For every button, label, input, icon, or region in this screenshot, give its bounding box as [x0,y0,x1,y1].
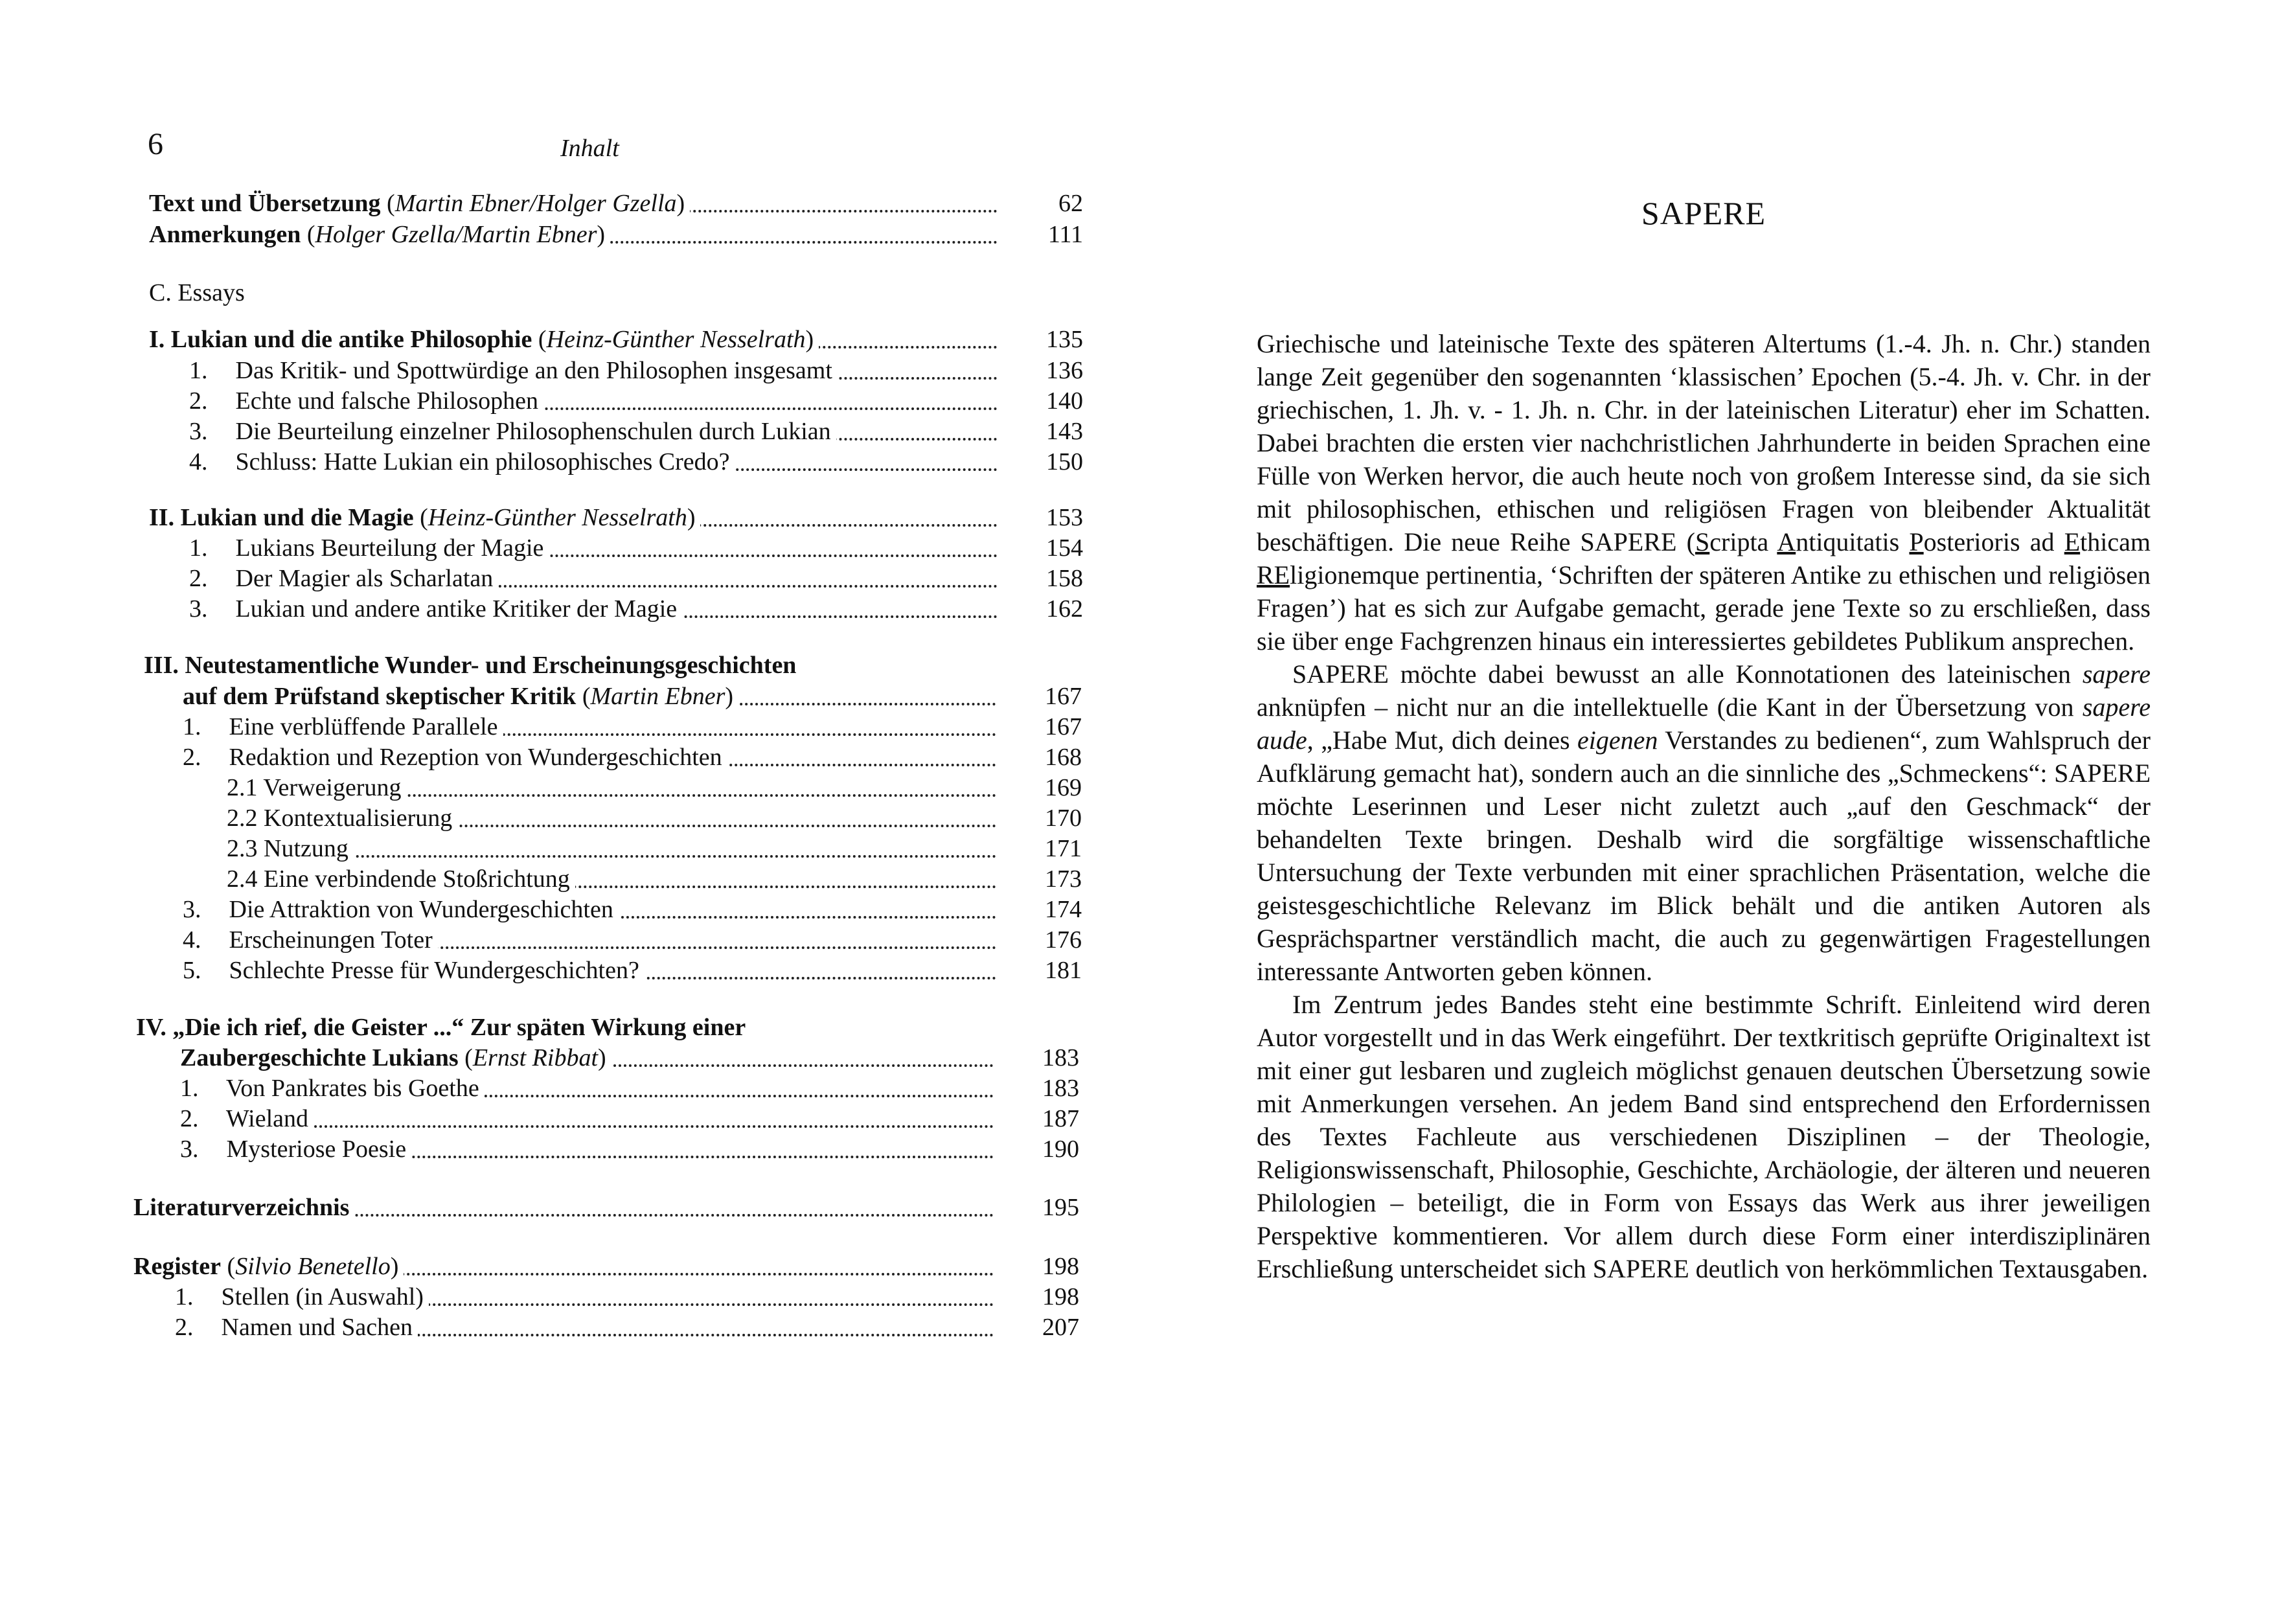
toc-subentry[interactable]: 2.4 Eine verbindende Stoßrichtung 173 [227,863,996,895]
paragraph-2: SAPERE möchte dabei bewusst an alle Konnotationen des lateinischen sapere anknüpfen – nicht nur an die intellektuelle (die Kant in der Übersetzung von sapere aude, „Habe Mut, dich deines eigenen Verstandes zu bedienen“, zum Wahlspruch der Aufklärung gemacht hat), sondern auch an die sinnliche des „Schmeckens“: SAPERE möchte Leserinnen und Leser nicht zuletzt auch „auf den Geschmack“ der behandelten Texte bringen. Deshalb wird die sorgfältige wissenschaftliche Untersuchung der Texte verbunden mit einer sprachlichen Präsentation, welche die geistesgeschichtliche Relevanz im Blick behält und die antiken Autoren als Gesprächspartner verständlich macht, die auch zu gegenwärtigen Fragestellungen interessante Antworten geben können. [1257,659,2151,986]
series-title: SAPERE [1641,195,1766,231]
toc-entry-essay-2[interactable]: II. Lukian und die Magie (Heinz-Günther Nesselrath) 153 [149,502,998,533]
toc-page: 174 [1045,896,1082,923]
toc-page: 198 [1042,1283,1079,1310]
toc-subentry[interactable]: 2. Namen und Sachen 207 [175,1312,994,1343]
toc-page: 111 [1047,221,1083,248]
toc-subentry[interactable]: 2. Wieland 187 [180,1103,994,1134]
toc-page: 153 [1046,504,1083,531]
toc-subentry[interactable]: 3. Lukian und andere antike Kritiker der Magie 162 [189,593,998,624]
toc-subentry[interactable]: 2. Echte und falsche Philosophen 140 [189,385,998,417]
toc-entry-register[interactable]: Register (Silvio Benetello) 198 [133,1251,994,1282]
toc-page: 154 [1046,534,1083,562]
toc-subentry[interactable]: 2. Redaktion und Rezeption von Wundergeschichten 168 [183,742,996,773]
toc-page: 173 [1045,865,1082,893]
paragraph-3: Im Zentrum jedes Bandes steht eine bestimmte Schrift. Einleitend wird deren Autor vorgestellt und in das Werk eingeführt. Der textkritisch geprüfte Originaltext ist mit einer gut lesbaren und zugleich möglichst genauen deutschen Übersetzung sowie mit Anmerkungen versehen. An jedem Band sind entsprechend den Erfordernissen des Textes Fachleute aus verschiedenen Disziplinen – der Theologie, Religionswissenschaft, Philosophie, Geschichte, Archäologie, der älteren und neueren Philologien – beteiligt, die in Form von Essays das Werk aus ihrer jeweiligen Perspektive kommentieren. Vor allem durch diese Form einer interdisziplinären Erschließung unterscheidet sich SAPERE deutlich von herkömmlichen Textausgaben. [1257,990,2151,1283]
toc-page: 170 [1045,805,1082,832]
toc-subentry[interactable]: 2.2 Kontextualisierung 170 [227,803,996,834]
toc-subentry[interactable]: 2.1 Verweigerung 169 [227,772,996,803]
toc-page: 169 [1045,774,1082,801]
left-page-toc [130,120,1083,1415]
toc-subentry[interactable]: 3. Mysteriose Poesie 190 [180,1134,994,1165]
toc-subentry[interactable]: 3. Die Beurteilung einzelner Philosophenschulen durch Lukian 143 [189,416,998,447]
toc-entry-annotations[interactable]: Anmerkungen (Holger Gzella/Martin Ebner) 111 [149,219,998,250]
toc-page: 158 [1046,565,1083,592]
toc-entry-essay-1[interactable]: I. Lukian und die antike Philosophie (Heinz-Günther Nesselrath) 135 [149,324,998,355]
toc-subentry[interactable]: 1. Lukians Beurteilung der Magie 154 [189,532,998,564]
toc-entry-essay-4-title: IV. „Die ich rief, die Geister ...“ Zur späten Wirkung einer [136,1014,746,1041]
toc-subentry[interactable]: 1. Stellen (in Auswahl) 198 [175,1281,994,1312]
toc-page: 195 [1042,1194,1079,1221]
toc-page: 176 [1045,926,1082,954]
toc-page: 150 [1046,448,1083,475]
running-head: Inhalt [560,135,619,162]
toc-page: 198 [1042,1253,1079,1280]
toc-subentry[interactable]: 1. Von Pankrates bis Goethe 183 [180,1073,994,1104]
toc-subentry[interactable]: 1. Eine verblüffende Parallele 167 [183,711,996,742]
toc-subentry[interactable]: 3. Die Attraktion von Wundergeschichten 174 [183,894,996,925]
toc-entry-bibliography[interactable]: Literaturverzeichnis 195 [133,1192,994,1223]
toc-page: 187 [1042,1105,1079,1132]
toc-page: 140 [1046,387,1083,415]
toc-entry-text-translation[interactable]: Text und Übersetzung (Martin Ebner/Holger Gzella) 62 [149,188,998,219]
body-text [1257,327,2151,1285]
toc-page: 168 [1045,744,1082,771]
toc-subentry[interactable]: 2.3 Nutzung 171 [227,833,996,864]
essays-heading: C. Essays [149,279,245,306]
page-number: 6 [148,127,163,161]
toc-page: 190 [1042,1136,1079,1163]
toc-page: 183 [1042,1044,1079,1071]
toc-page: 162 [1046,595,1083,623]
toc-entry-essay-3[interactable]: auf dem Prüfstand skeptischer Kritik (Martin Ebner) 167 [183,681,996,712]
toc-subentry[interactable]: 4. Erscheinungen Toter 176 [183,924,996,955]
toc-subentry[interactable]: 2. Der Magier als Scharlatan 158 [189,563,998,594]
toc-subentry[interactable]: 4. Schluss: Hatte Lukian ein philosophisches Credo? 150 [189,446,998,477]
toc-entry-essay-4[interactable]: Zaubergeschichte Lukians (Ernst Ribbat) 183 [180,1042,994,1073]
toc-entry-essay-3-title: III. Neutestamentliche Wunder- und Erscheinungsgeschichten [144,652,797,679]
toc-page: 62 [1058,190,1083,217]
toc-page: 183 [1042,1075,1079,1102]
toc-subentry[interactable]: 5. Schlechte Presse für Wundergeschichten? 181 [183,955,996,986]
toc-page: 135 [1046,326,1083,353]
toc-page: 143 [1046,418,1083,445]
paragraph-1: Griechische und lateinische Texte des späteren Altertums (1.-4. Jh. n. Chr.) standen lange Zeit gegenüber den sogenannten ‘klassischen’ Epochen (5.-4. Jh. v. Chr. in der griechischen, 1. Jh. v. - 1. Jh. n. Chr. in der lateinischen Literatur) eher im Schatten. Dabei brachten die ersten vier nachchristlichen Jahrhunderte in beiden Sprachen eine Fülle von Werken hervor, die auch heute noch von großem Interesse sind, da sie sich mit philosophischen, ethischen und religiösen Fragen von bleibender Aktualität beschäftigen. Die neue Reihe SAPERE (Scripta Antiquitatis Posterioris ad Ethicam REligionemque pertinentia, ‘Schriften der späteren Antike zu ethischen und religiösen Fragen’) hat es sich zur Aufgabe gemacht, gerade jene Texte so zu erschließen, dass sie über enge Fachgrenzen hinaus ein interessiertes gebildetes Publikum ansprechen. [1257,329,2151,656]
toc-subentry[interactable]: 1. Das Kritik- und Spottwürdige an den Philosophen insgesamt 136 [189,355,998,386]
toc-page: 167 [1045,683,1082,710]
toc-page: 207 [1042,1314,1079,1341]
toc-page: 181 [1045,957,1082,984]
toc-page: 171 [1045,835,1082,862]
toc-page: 136 [1046,357,1083,384]
toc-page: 167 [1045,713,1082,740]
